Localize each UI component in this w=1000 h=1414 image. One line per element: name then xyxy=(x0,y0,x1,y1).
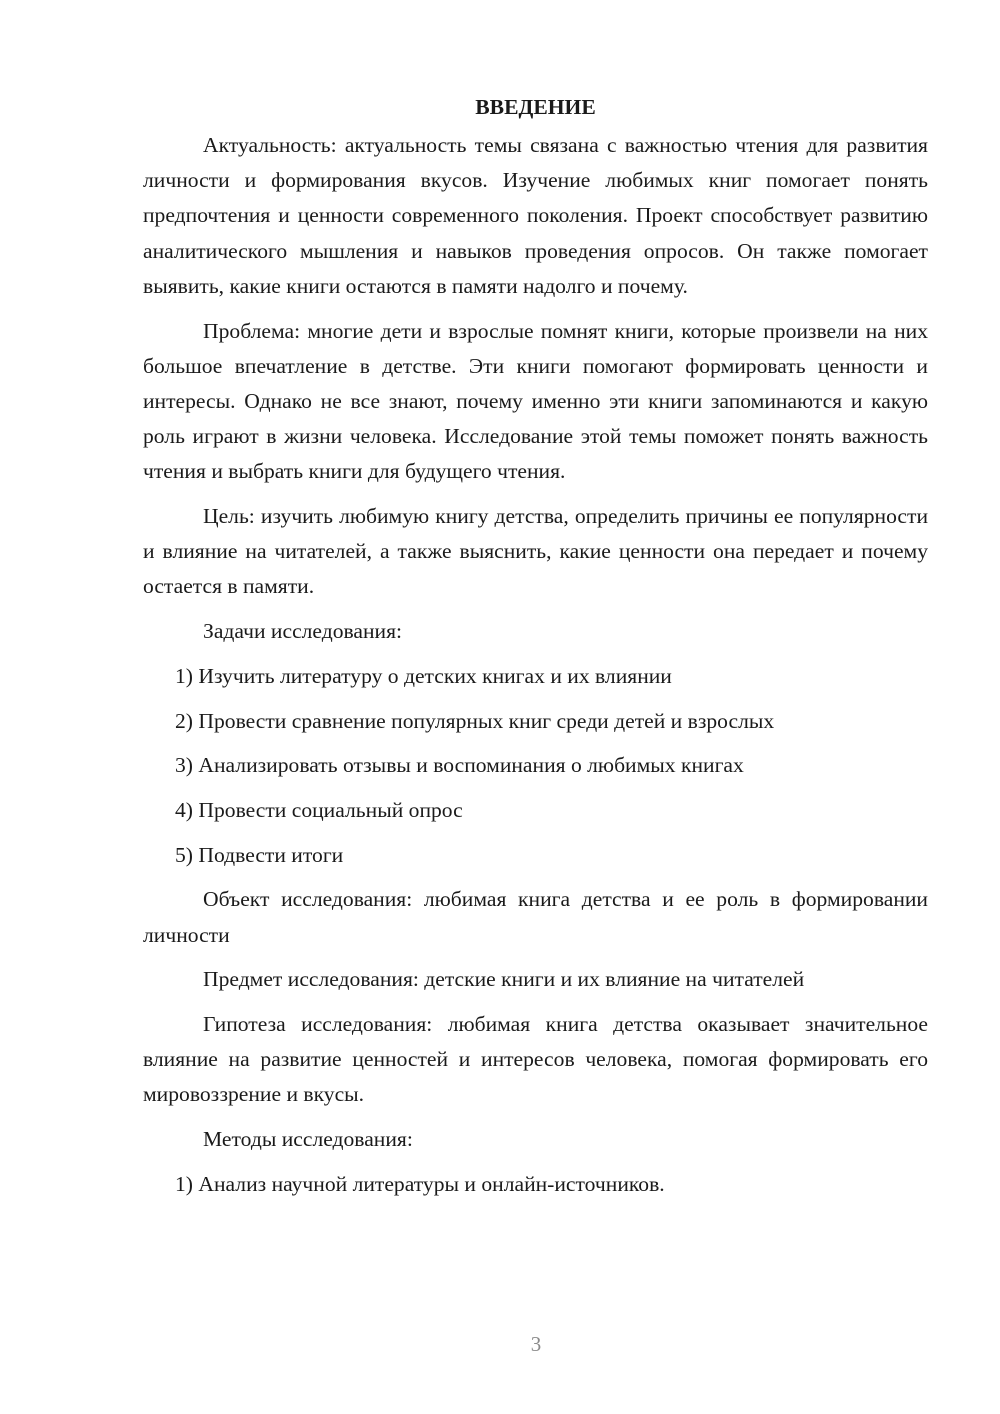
method-item-1: 1) Анализ научной литературы и онлайн-источников. xyxy=(175,1171,665,1196)
hypothesis-paragraph: Гипотеза исследования: любимая книга детства оказывает значительное влияние на развитие ценностей и интересов человека, помогая формировать его мировоззрение и вкусы. xyxy=(143,1011,928,1107)
task-item-3: 3) Анализировать отзывы и воспоминания о любимых книгах xyxy=(175,753,744,778)
object-paragraph: Объект исследования: любимая книга детства и ее роль в формировании личности xyxy=(143,887,928,947)
subject-paragraph: Предмет исследования: детские книги и их влияние на читателей xyxy=(203,967,805,992)
document-page xyxy=(143,90,928,1211)
task-item-4: 4) Провести социальный опрос xyxy=(175,797,463,822)
task-item-5: 5) Подвести итоги xyxy=(175,842,344,867)
section-title: ВВЕДЕНИЕ xyxy=(475,95,596,119)
goal-paragraph: Цель: изучить любимую книгу детства, определить причины ее популярности и влияние на читателей, а также выяснить, какие ценности она передает и почему остается в памяти. xyxy=(143,504,928,599)
problem-paragraph: Проблема: многие дети и взрослые помнят книги, которые произвели на них большое впечатление в детстве. Эти книги помогают формировать ценности и интересы. Однако не все знают, почему именно эти книги запоминаются и какую роль играют в жизни человека. Исследование этой темы поможет понять важность чтения и выбрать книги для будущего чтения. xyxy=(143,318,928,484)
page-number: 3 xyxy=(530,1332,542,1356)
task-item-2: 2) Провести сравнение популярных книг среди детей и взрослых xyxy=(175,708,775,733)
relevance-paragraph: Актуальность: актуальность темы связана с важностью чтения для развития личности и формирования вкусов. Изучение любимых книг помогает понять предпочтения и ценности современного поколения. Проект способствует развитию аналитического мышления и навыков проведения опросов. Он также помогает выявить, какие книги остаются в памяти надолго и почему. xyxy=(143,133,928,298)
tasks-heading: Задачи исследования: xyxy=(203,619,403,644)
task-item-1: 1) Изучить литературу о детских книгах и их влиянии xyxy=(175,663,672,688)
methods-heading: Методы исследования: xyxy=(203,1127,413,1152)
